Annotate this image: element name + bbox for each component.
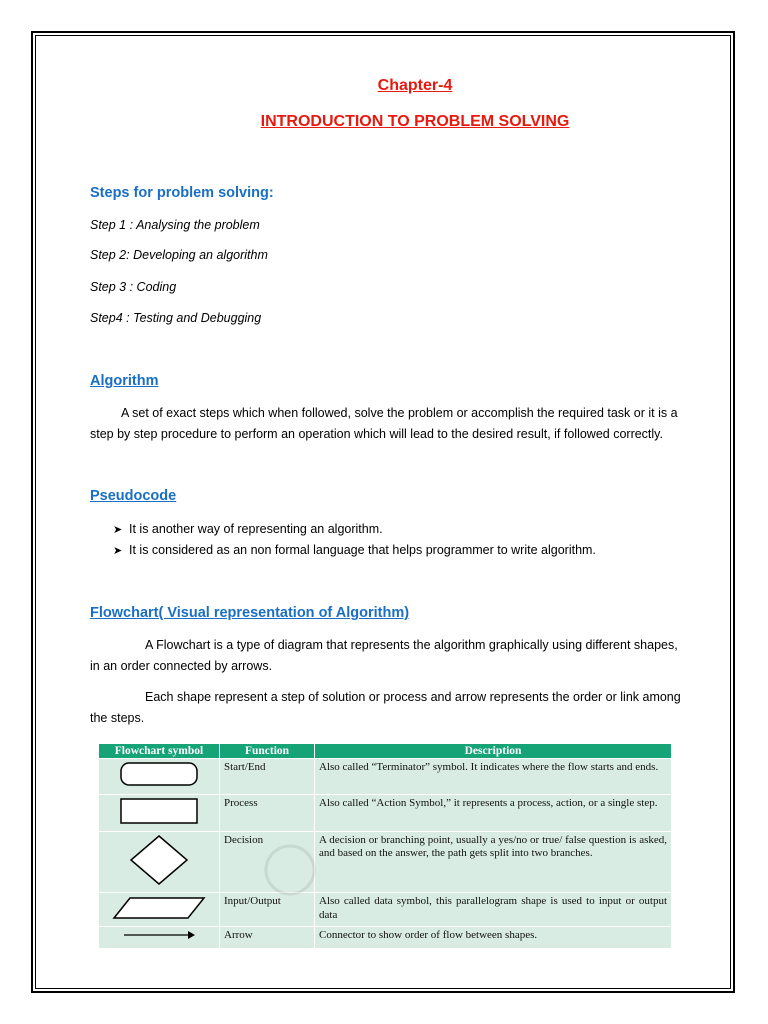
description-cell: Also called “Action Symbol,” it represents a process, action, or a single step. <box>315 795 672 832</box>
io-symbol <box>99 893 220 927</box>
steps-heading: Steps for problem solving: <box>90 185 274 201</box>
description-cell: A decision or branching point, usually a yes/no or true/ false question is asked, and based on the answer, the path gets split into two branches. <box>315 832 672 893</box>
process-shape-icon <box>119 797 199 825</box>
arrow-bullet-icon: ➤ <box>113 524 123 536</box>
algorithm-heading: Algorithm <box>90 373 159 389</box>
chapter-title: INTRODUCTION TO PROBLEM SOLVING <box>260 113 570 130</box>
description-cell: Connector to show order of flow between shapes. <box>315 927 672 948</box>
flowchart-p1-line-1: A Flowchart is a type of diagram that represents the algorithm graphically using different shapes, <box>145 638 678 652</box>
column-header: Function <box>220 744 315 759</box>
pseudocode-heading: Pseudocode <box>90 488 177 504</box>
table-row <box>99 759 672 795</box>
parallelogram-shape-icon <box>112 896 206 920</box>
pseudocode-bullet-1: ➤ It is another way of representing an algorithm. <box>113 522 383 536</box>
flowchart-p2-line-1: Each shape represent a step of solution or process and arrow represents the order or link among <box>145 690 681 704</box>
terminator-shape-icon <box>119 761 199 787</box>
function-cell: Input/Output <box>220 893 315 927</box>
table-row <box>99 832 672 893</box>
flowchart-p2-line-2: the steps. <box>90 711 145 725</box>
function-cell: Arrow <box>220 927 315 948</box>
arrow-symbol <box>99 927 220 948</box>
step-3: Step 3 : Coding <box>90 280 177 294</box>
table-header-row <box>99 744 672 759</box>
column-header: Description <box>315 744 672 759</box>
table-row <box>99 893 672 927</box>
flowchart-heading: Flowchart( Visual representation of Algorithm) <box>90 605 410 621</box>
flowchart-symbols-table <box>98 743 672 949</box>
algorithm-text-line-2: step by step procedure to perform an operation which will lead to the desired result, if followed correctly. <box>90 427 663 441</box>
decision-shape-icon <box>129 834 189 886</box>
process-symbol <box>99 795 220 832</box>
arrow-shape-icon <box>122 929 196 941</box>
column-header: Flowchart symbol <box>99 744 220 759</box>
step-4: Step4 : Testing and Debugging <box>90 311 262 325</box>
function-cell: Start/End <box>220 759 315 795</box>
flowchart-p1-line-2: in an order connected by arrows. <box>90 659 273 673</box>
table-row <box>99 927 672 948</box>
description-cell: Also called “Terminator” symbol. It indicates where the flow starts and ends. <box>315 759 672 795</box>
description-cell: Also called data symbol, this parallelogram shape is used to input or output data <box>315 893 672 927</box>
algorithm-text-line-1: A set of exact steps which when followed, solve the problem or accomplish the required task or it is a <box>121 406 678 420</box>
arrow-bullet-icon: ➤ <box>113 545 123 557</box>
function-cell: Decision <box>220 832 315 893</box>
decision-symbol <box>99 832 220 893</box>
table-row <box>99 795 672 832</box>
step-1: Step 1 : Analysing the problem <box>90 218 260 232</box>
function-cell: Process <box>220 795 315 832</box>
step-2: Step 2: Developing an algorithm <box>90 248 268 262</box>
chapter-number: Chapter-4 <box>377 77 453 94</box>
terminator-symbol <box>99 759 220 795</box>
pseudocode-bullet-2: ➤ It is considered as an non formal language that helps programmer to write algorithm. <box>113 543 596 557</box>
